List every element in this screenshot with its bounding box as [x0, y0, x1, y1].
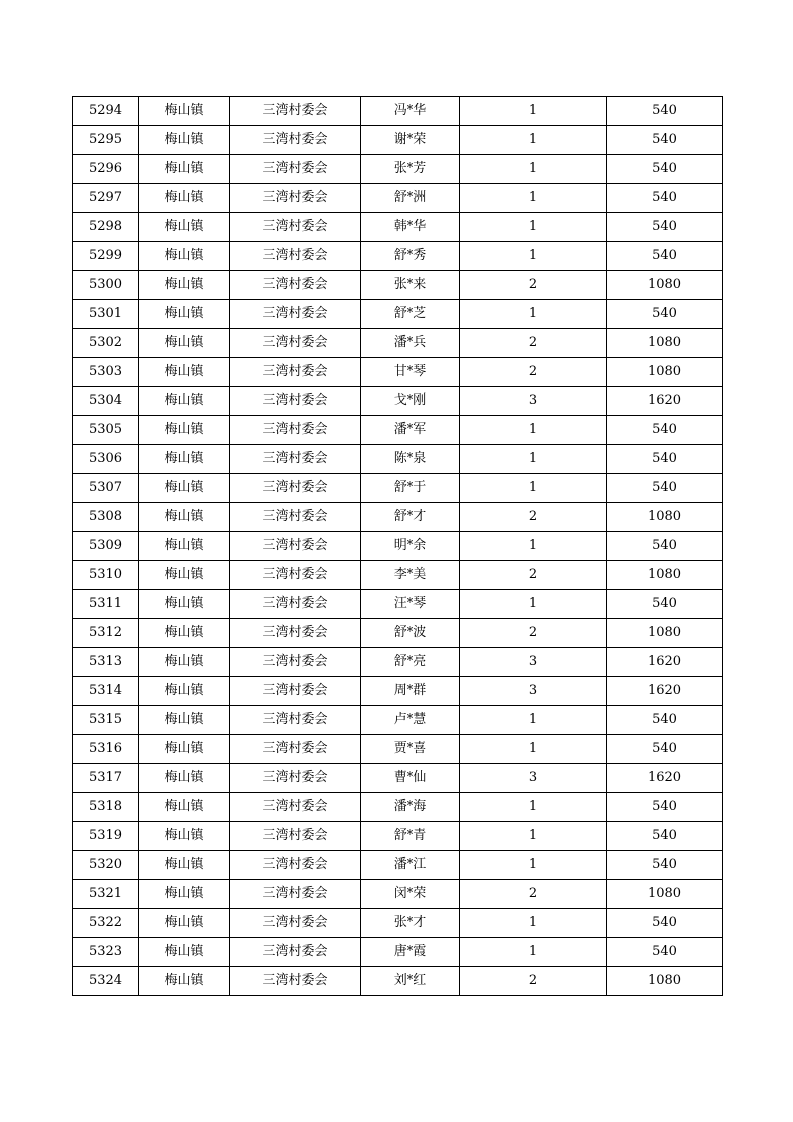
- town-cell: 梅山镇: [139, 764, 230, 793]
- village-committee-cell: 三湾村委会: [230, 851, 361, 880]
- amount-cell: 1080: [607, 503, 723, 532]
- name-cell: 张*才: [361, 909, 460, 938]
- amount-cell: 1080: [607, 271, 723, 300]
- table-row: [73, 851, 723, 880]
- table-row: [73, 329, 723, 358]
- village-committee-cell: 三湾村委会: [230, 213, 361, 242]
- table-row: [73, 677, 723, 706]
- village-committee-cell: 三湾村委会: [230, 706, 361, 735]
- town-cell: 梅山镇: [139, 938, 230, 967]
- row-number-cell: 5311: [73, 590, 139, 619]
- village-committee-cell: 三湾村委会: [230, 155, 361, 184]
- village-committee-cell: 三湾村委会: [230, 184, 361, 213]
- amount-cell: 540: [607, 416, 723, 445]
- name-cell: 舒*秀: [361, 242, 460, 271]
- count-cell: 2: [460, 880, 607, 909]
- table-row: [73, 706, 723, 735]
- village-committee-cell: 三湾村委会: [230, 909, 361, 938]
- row-number-cell: 5324: [73, 967, 139, 996]
- count-cell: 2: [460, 271, 607, 300]
- table-row: [73, 445, 723, 474]
- table-row: [73, 474, 723, 503]
- row-number-cell: 5296: [73, 155, 139, 184]
- village-committee-cell: 三湾村委会: [230, 590, 361, 619]
- village-committee-cell: 三湾村委会: [230, 503, 361, 532]
- town-cell: 梅山镇: [139, 242, 230, 271]
- name-cell: 潘*兵: [361, 329, 460, 358]
- name-cell: 潘*军: [361, 416, 460, 445]
- count-cell: 1: [460, 590, 607, 619]
- row-number-cell: 5322: [73, 909, 139, 938]
- row-number-cell: 5319: [73, 822, 139, 851]
- village-committee-cell: 三湾村委会: [230, 474, 361, 503]
- name-cell: 冯*华: [361, 97, 460, 126]
- town-cell: 梅山镇: [139, 648, 230, 677]
- row-number-cell: 5312: [73, 619, 139, 648]
- amount-cell: 540: [607, 445, 723, 474]
- count-cell: 1: [460, 97, 607, 126]
- name-cell: 闵*荣: [361, 880, 460, 909]
- town-cell: 梅山镇: [139, 329, 230, 358]
- table-row: [73, 213, 723, 242]
- table-row: [73, 648, 723, 677]
- village-committee-cell: 三湾村委会: [230, 735, 361, 764]
- count-cell: 1: [460, 938, 607, 967]
- amount-cell: 540: [607, 851, 723, 880]
- row-number-cell: 5301: [73, 300, 139, 329]
- count-cell: 1: [460, 184, 607, 213]
- count-cell: 1: [460, 242, 607, 271]
- row-number-cell: 5309: [73, 532, 139, 561]
- row-number-cell: 5300: [73, 271, 139, 300]
- town-cell: 梅山镇: [139, 97, 230, 126]
- amount-cell: 540: [607, 938, 723, 967]
- name-cell: 李*美: [361, 561, 460, 590]
- amount-cell: 540: [607, 300, 723, 329]
- village-committee-cell: 三湾村委会: [230, 416, 361, 445]
- town-cell: 梅山镇: [139, 126, 230, 155]
- town-cell: 梅山镇: [139, 735, 230, 764]
- count-cell: 1: [460, 416, 607, 445]
- count-cell: 1: [460, 909, 607, 938]
- count-cell: 1: [460, 822, 607, 851]
- name-cell: 谢*荣: [361, 126, 460, 155]
- village-committee-cell: 三湾村委会: [230, 880, 361, 909]
- row-number-cell: 5314: [73, 677, 139, 706]
- town-cell: 梅山镇: [139, 474, 230, 503]
- amount-cell: 1620: [607, 648, 723, 677]
- name-cell: 舒*洲: [361, 184, 460, 213]
- village-committee-cell: 三湾村委会: [230, 793, 361, 822]
- count-cell: 1: [460, 155, 607, 184]
- town-cell: 梅山镇: [139, 271, 230, 300]
- table-row: [73, 358, 723, 387]
- count-cell: 1: [460, 445, 607, 474]
- amount-cell: 540: [607, 735, 723, 764]
- amount-cell: 540: [607, 242, 723, 271]
- town-cell: 梅山镇: [139, 793, 230, 822]
- name-cell: 明*余: [361, 532, 460, 561]
- amount-cell: 1080: [607, 358, 723, 387]
- table-row: [73, 532, 723, 561]
- table-row: [73, 619, 723, 648]
- name-cell: 舒*芝: [361, 300, 460, 329]
- count-cell: 1: [460, 851, 607, 880]
- village-committee-cell: 三湾村委会: [230, 329, 361, 358]
- data-table: [72, 96, 723, 996]
- town-cell: 梅山镇: [139, 184, 230, 213]
- amount-cell: 540: [607, 822, 723, 851]
- row-number-cell: 5321: [73, 880, 139, 909]
- table-row: [73, 735, 723, 764]
- name-cell: 曹*仙: [361, 764, 460, 793]
- row-number-cell: 5316: [73, 735, 139, 764]
- name-cell: 唐*霞: [361, 938, 460, 967]
- table-row: [73, 793, 723, 822]
- village-committee-cell: 三湾村委会: [230, 532, 361, 561]
- amount-cell: 540: [607, 474, 723, 503]
- count-cell: 1: [460, 126, 607, 155]
- amount-cell: 1080: [607, 619, 723, 648]
- row-number-cell: 5320: [73, 851, 139, 880]
- table-row: [73, 300, 723, 329]
- amount-cell: 540: [607, 909, 723, 938]
- amount-cell: 540: [607, 706, 723, 735]
- town-cell: 梅山镇: [139, 416, 230, 445]
- village-committee-cell: 三湾村委会: [230, 387, 361, 416]
- count-cell: 2: [460, 619, 607, 648]
- row-number-cell: 5294: [73, 97, 139, 126]
- name-cell: 陈*泉: [361, 445, 460, 474]
- amount-cell: 540: [607, 532, 723, 561]
- village-committee-cell: 三湾村委会: [230, 300, 361, 329]
- town-cell: 梅山镇: [139, 909, 230, 938]
- town-cell: 梅山镇: [139, 155, 230, 184]
- table-row: [73, 242, 723, 271]
- row-number-cell: 5306: [73, 445, 139, 474]
- row-number-cell: 5313: [73, 648, 139, 677]
- name-cell: 卢*慧: [361, 706, 460, 735]
- name-cell: 舒*波: [361, 619, 460, 648]
- count-cell: 2: [460, 358, 607, 387]
- table-row: [73, 184, 723, 213]
- row-number-cell: 5304: [73, 387, 139, 416]
- name-cell: 韩*华: [361, 213, 460, 242]
- name-cell: 甘*琴: [361, 358, 460, 387]
- table-body: [73, 97, 723, 996]
- village-committee-cell: 三湾村委会: [230, 967, 361, 996]
- count-cell: 1: [460, 706, 607, 735]
- town-cell: 梅山镇: [139, 503, 230, 532]
- row-number-cell: 5299: [73, 242, 139, 271]
- village-committee-cell: 三湾村委会: [230, 126, 361, 155]
- amount-cell: 1080: [607, 561, 723, 590]
- table-row: [73, 880, 723, 909]
- town-cell: 梅山镇: [139, 967, 230, 996]
- town-cell: 梅山镇: [139, 561, 230, 590]
- town-cell: 梅山镇: [139, 532, 230, 561]
- town-cell: 梅山镇: [139, 358, 230, 387]
- town-cell: 梅山镇: [139, 880, 230, 909]
- town-cell: 梅山镇: [139, 590, 230, 619]
- row-number-cell: 5302: [73, 329, 139, 358]
- amount-cell: 540: [607, 184, 723, 213]
- count-cell: 1: [460, 300, 607, 329]
- table-row: [73, 271, 723, 300]
- count-cell: 2: [460, 561, 607, 590]
- table-row: [73, 909, 723, 938]
- table-row: [73, 764, 723, 793]
- count-cell: 2: [460, 967, 607, 996]
- row-number-cell: 5318: [73, 793, 139, 822]
- amount-cell: 1080: [607, 329, 723, 358]
- village-committee-cell: 三湾村委会: [230, 271, 361, 300]
- table-row: [73, 97, 723, 126]
- amount-cell: 540: [607, 213, 723, 242]
- name-cell: 潘*江: [361, 851, 460, 880]
- name-cell: 贾*喜: [361, 735, 460, 764]
- row-number-cell: 5317: [73, 764, 139, 793]
- count-cell: 1: [460, 793, 607, 822]
- town-cell: 梅山镇: [139, 677, 230, 706]
- table-row: [73, 126, 723, 155]
- amount-cell: 540: [607, 97, 723, 126]
- village-committee-cell: 三湾村委会: [230, 648, 361, 677]
- table-row: [73, 561, 723, 590]
- town-cell: 梅山镇: [139, 851, 230, 880]
- village-committee-cell: 三湾村委会: [230, 358, 361, 387]
- row-number-cell: 5297: [73, 184, 139, 213]
- village-committee-cell: 三湾村委会: [230, 445, 361, 474]
- town-cell: 梅山镇: [139, 619, 230, 648]
- name-cell: 张*芳: [361, 155, 460, 184]
- name-cell: 戈*刚: [361, 387, 460, 416]
- table-row: [73, 416, 723, 445]
- row-number-cell: 5307: [73, 474, 139, 503]
- name-cell: 舒*于: [361, 474, 460, 503]
- count-cell: 3: [460, 677, 607, 706]
- village-committee-cell: 三湾村委会: [230, 242, 361, 271]
- name-cell: 舒*亮: [361, 648, 460, 677]
- amount-cell: 1620: [607, 387, 723, 416]
- count-cell: 3: [460, 387, 607, 416]
- table-row: [73, 938, 723, 967]
- count-cell: 3: [460, 648, 607, 677]
- count-cell: 3: [460, 764, 607, 793]
- town-cell: 梅山镇: [139, 445, 230, 474]
- name-cell: 汪*琴: [361, 590, 460, 619]
- village-committee-cell: 三湾村委会: [230, 822, 361, 851]
- amount-cell: 1080: [607, 880, 723, 909]
- amount-cell: 540: [607, 126, 723, 155]
- town-cell: 梅山镇: [139, 213, 230, 242]
- table-row: [73, 590, 723, 619]
- row-number-cell: 5310: [73, 561, 139, 590]
- row-number-cell: 5305: [73, 416, 139, 445]
- name-cell: 舒*青: [361, 822, 460, 851]
- count-cell: 2: [460, 329, 607, 358]
- town-cell: 梅山镇: [139, 387, 230, 416]
- table-row: [73, 155, 723, 184]
- amount-cell: 1620: [607, 677, 723, 706]
- table-row: [73, 967, 723, 996]
- name-cell: 舒*才: [361, 503, 460, 532]
- count-cell: 1: [460, 532, 607, 561]
- row-number-cell: 5303: [73, 358, 139, 387]
- count-cell: 1: [460, 735, 607, 764]
- row-number-cell: 5298: [73, 213, 139, 242]
- village-committee-cell: 三湾村委会: [230, 619, 361, 648]
- amount-cell: 1620: [607, 764, 723, 793]
- row-number-cell: 5295: [73, 126, 139, 155]
- town-cell: 梅山镇: [139, 706, 230, 735]
- town-cell: 梅山镇: [139, 822, 230, 851]
- name-cell: 周*群: [361, 677, 460, 706]
- village-committee-cell: 三湾村委会: [230, 677, 361, 706]
- amount-cell: 540: [607, 793, 723, 822]
- village-committee-cell: 三湾村委会: [230, 561, 361, 590]
- count-cell: 2: [460, 503, 607, 532]
- village-committee-cell: 三湾村委会: [230, 764, 361, 793]
- amount-cell: 540: [607, 590, 723, 619]
- name-cell: 刘*红: [361, 967, 460, 996]
- name-cell: 潘*海: [361, 793, 460, 822]
- table-row: [73, 822, 723, 851]
- row-number-cell: 5315: [73, 706, 139, 735]
- table-row: [73, 503, 723, 532]
- town-cell: 梅山镇: [139, 300, 230, 329]
- count-cell: 1: [460, 474, 607, 503]
- amount-cell: 1080: [607, 967, 723, 996]
- village-committee-cell: 三湾村委会: [230, 938, 361, 967]
- name-cell: 张*来: [361, 271, 460, 300]
- table-row: [73, 387, 723, 416]
- row-number-cell: 5308: [73, 503, 139, 532]
- amount-cell: 540: [607, 155, 723, 184]
- village-committee-cell: 三湾村委会: [230, 97, 361, 126]
- row-number-cell: 5323: [73, 938, 139, 967]
- count-cell: 1: [460, 213, 607, 242]
